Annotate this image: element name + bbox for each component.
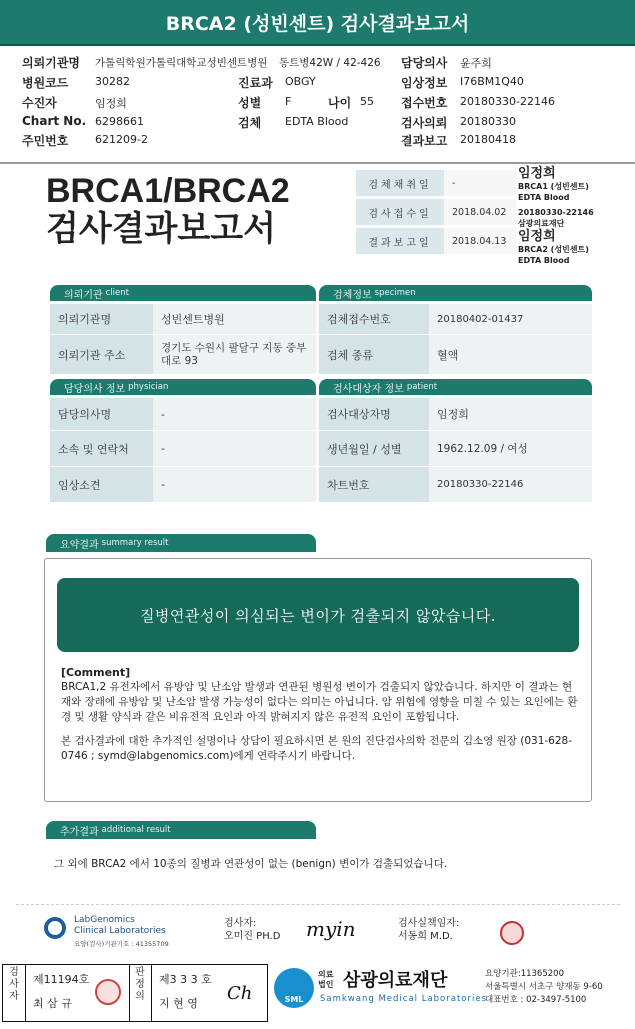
director-signature bbox=[398, 917, 459, 943]
client-table bbox=[50, 304, 316, 375]
patient-label: 수진자 bbox=[22, 96, 57, 110]
client-address-value: 경기도 수원시 팔달구 지동 중부대로 93 bbox=[153, 335, 316, 374]
additional-result-text: 그 외에 BRCA2 에서 10종의 질병과 연관성이 없는 (benign) 변이가 검출되었습니다. bbox=[54, 858, 448, 870]
stamp-line: BRCA1 (성빈센트) bbox=[518, 182, 589, 191]
director-seal-icon bbox=[500, 921, 524, 945]
sex-label: 성별 bbox=[238, 96, 262, 110]
status-label: 검사접수일 bbox=[356, 199, 444, 225]
tester-label: 검사자: bbox=[224, 918, 257, 929]
patient-value: 임정희 bbox=[95, 97, 127, 110]
divider bbox=[151, 965, 152, 1021]
department-label: 진료과 bbox=[238, 76, 273, 90]
tab-label-en: additional result bbox=[101, 825, 171, 835]
corp-name-en: Samkwang Medical Laboratories bbox=[320, 994, 488, 1004]
inspector-license: 제11194호 bbox=[33, 973, 90, 986]
birth-sex-value: 1962.12.09 / 여성 bbox=[429, 431, 592, 466]
corp-type: 의료법인 bbox=[318, 970, 334, 989]
footer bbox=[0, 962, 635, 1029]
reviewer-name: 지 현 영 bbox=[159, 997, 198, 1010]
summary-box bbox=[44, 558, 592, 802]
sex-value: F bbox=[285, 95, 292, 108]
tab-label: 요약결과 bbox=[60, 539, 99, 551]
clinical-opinion-label: 임상소견 bbox=[50, 467, 153, 502]
inspector-name: 최 삼 규 bbox=[33, 997, 72, 1010]
status-label: 결과보고일 bbox=[356, 228, 444, 254]
director-name: 서동희 M.D. bbox=[398, 931, 453, 942]
status-label: 검체채취일 bbox=[356, 170, 444, 196]
lab-code: 요양(검사)기관기호 : 41355709 bbox=[74, 940, 169, 948]
physician-section-tab bbox=[50, 379, 316, 395]
reviewer-sign-mark: Ch bbox=[227, 983, 253, 1004]
hospital-code-value: 30282 bbox=[95, 75, 130, 88]
report-header-title: BRCA2 (성빈센트) 검사결과보고서 bbox=[165, 12, 470, 35]
table-row bbox=[319, 335, 592, 375]
corp-address: 서울특별시 서초구 양재동 9-60 bbox=[485, 982, 603, 992]
report-date-label: 결과보고 bbox=[401, 134, 448, 148]
summary-headline: 질병연관성이 의심되는 변이가 검출되지 않았습니다. bbox=[57, 578, 579, 652]
divider bbox=[25, 965, 26, 1021]
table-row bbox=[50, 431, 316, 467]
signature-bar bbox=[16, 904, 620, 956]
report-date-value: 20180418 bbox=[460, 133, 516, 146]
table-row bbox=[50, 398, 316, 431]
lab-name bbox=[74, 915, 166, 937]
lab-name-line: LabGenomics bbox=[74, 915, 135, 925]
age-label: 나이 bbox=[328, 96, 352, 110]
table-row bbox=[50, 335, 316, 375]
stamp-line: 삼광의료재단 bbox=[518, 219, 565, 228]
affiliation-label: 소속 및 연락처 bbox=[50, 431, 153, 466]
signatory-box bbox=[2, 964, 268, 1022]
stamp-line: EDTA Blood bbox=[518, 256, 570, 265]
clinical-info-label: 임상정보 bbox=[401, 76, 448, 90]
divider bbox=[0, 162, 635, 164]
tester-signature bbox=[224, 917, 280, 943]
comment-paragraph: 본 검사결과에 대한 추가적인 설명이나 상담이 필요하시면 본 원의 진단검사의학 전문의 김소영 원장 (031-628-0746 ; symd@labgenomics.com)에게 연락주시기 바랍니다. bbox=[61, 735, 573, 762]
chart-number-label: 차트번호 bbox=[319, 467, 429, 502]
resident-no-label: 주민번호 bbox=[22, 134, 69, 148]
comment-title: [Comment] bbox=[61, 666, 131, 679]
tab-label-en: physician bbox=[128, 382, 169, 392]
clinical-info-value: I76BM1Q40 bbox=[460, 75, 524, 88]
report-document bbox=[16, 166, 620, 956]
labgenomics-logo-icon bbox=[44, 917, 66, 939]
physician-name-value: - bbox=[153, 398, 316, 430]
status-value: - bbox=[444, 170, 516, 196]
tester-name: 오미진 PH.D bbox=[224, 931, 281, 942]
specimen-no-value: 20180402-01437 bbox=[429, 304, 592, 334]
status-row bbox=[356, 170, 516, 196]
doctor-value: 윤주희 bbox=[460, 57, 492, 70]
receipt-no-value: 20180330-22146 bbox=[460, 95, 555, 108]
client-name-value: 가톨릭학원가톨릭대학교성빈센트병원 bbox=[95, 57, 268, 69]
table-row bbox=[319, 467, 592, 503]
patient-section-tab bbox=[319, 379, 592, 395]
tab-label-en: summary result bbox=[101, 538, 169, 548]
patient-table bbox=[319, 398, 592, 503]
client-section-tab bbox=[50, 285, 316, 301]
status-value: 2018.04.02 bbox=[444, 199, 516, 225]
age-value: 55 bbox=[360, 95, 374, 108]
specimen-no-label: 검체접수번호 bbox=[319, 304, 429, 334]
status-value: 2018.04.13 bbox=[444, 228, 516, 254]
additional-section-tab bbox=[46, 821, 316, 839]
stamp-line: EDTA Blood bbox=[518, 193, 570, 202]
tab-label-en: specimen bbox=[374, 288, 416, 298]
director-label: 검사실책임자: bbox=[398, 918, 460, 929]
inspector-label: 검사자 bbox=[9, 967, 19, 1002]
lab-name-line: Clinical Laboratories bbox=[74, 926, 166, 936]
report-subtitle: 검사결과보고서 bbox=[46, 210, 276, 248]
stamp-line: 20180330-22146 bbox=[518, 208, 594, 217]
table-row bbox=[50, 304, 316, 335]
affiliation-value: - bbox=[153, 431, 316, 466]
specimen-value: EDTA Blood bbox=[285, 115, 349, 128]
chart-number-value: 20180330-22146 bbox=[429, 467, 592, 502]
reviewer-license: 제3 3 3 호 bbox=[159, 973, 212, 986]
order-info bbox=[0, 50, 635, 154]
report-title: BRCA1/BRCA2 bbox=[46, 172, 290, 210]
ward-value: 동트병42W / 42-426 bbox=[279, 57, 381, 69]
chart-no-label: Chart No. bbox=[22, 114, 87, 128]
birth-sex-label: 생년월일 / 성별 bbox=[319, 431, 429, 466]
patient-name-value: 임정희 bbox=[429, 398, 592, 430]
chart-no-value: 6298661 bbox=[95, 115, 144, 128]
corp-name: 삼광의료재단 bbox=[343, 970, 448, 991]
tab-label: 검체정보 bbox=[333, 289, 372, 301]
resident-no-value: 621209-2 bbox=[95, 133, 148, 146]
corp-info bbox=[485, 968, 603, 1007]
specimen-section-tab bbox=[319, 285, 592, 301]
status-table bbox=[356, 170, 516, 257]
table-row bbox=[319, 398, 592, 431]
specimen-label-stamp bbox=[518, 166, 614, 266]
department-value: OBGY bbox=[285, 75, 316, 88]
stamp-name: 임정희 bbox=[518, 229, 556, 244]
tester-sign-mark: myin bbox=[306, 917, 356, 941]
table-row bbox=[319, 304, 592, 335]
client-name-label: 의뢰기관명 bbox=[22, 56, 80, 70]
sml-logo-icon: SML bbox=[274, 968, 314, 1008]
request-date-label: 검사의뢰 bbox=[401, 116, 448, 130]
corp-phone: 대표번호 : 02-3497-5100 bbox=[485, 995, 587, 1005]
status-row bbox=[356, 228, 516, 254]
physician-name-label: 담당의사명 bbox=[50, 398, 153, 430]
reviewer-label: 판정의 bbox=[135, 967, 145, 1002]
tab-label: 검사대상자 정보 bbox=[333, 383, 404, 395]
corp-code: 요양기관:11365200 bbox=[485, 969, 564, 979]
table-row bbox=[319, 431, 592, 467]
client-name-label: 의뢰기관명 bbox=[50, 304, 153, 334]
inspector-seal-icon bbox=[95, 979, 121, 1005]
doctor-label: 담당의사 bbox=[401, 56, 448, 70]
specimen-label: 검체 bbox=[238, 116, 262, 130]
patient-name-label: 검사대상자명 bbox=[319, 398, 429, 430]
client-name-value: 성빈센트병원 bbox=[153, 304, 316, 334]
specimen-table bbox=[319, 304, 592, 375]
client-address-label: 의뢰기관 주소 bbox=[50, 335, 153, 374]
comment-paragraph: BRCA1,2 유전자에서 유방암 및 난소암 발생과 연관된 병원성 변이가 검출되지 않았습니다. 하지만 이 결과는 현재와 장래에 유방암 및 난소암 발생 가능성이 없다는 의미는 아닙니다. 암 위험에 영향을 미칠 수 있는 요인에는 환경 및 생활 양식과 같은 비유전적 요인과 아직 밝혀지지 않은 유전적 요인이 포함됩니다. bbox=[61, 681, 578, 723]
physician-table bbox=[50, 398, 316, 503]
tab-label: 담당의사 정보 bbox=[64, 383, 126, 395]
tab-label-en: client bbox=[105, 288, 129, 298]
clinical-opinion-value: - bbox=[153, 467, 316, 502]
specimen-type-label: 검체 종류 bbox=[319, 335, 429, 374]
report-header bbox=[0, 0, 635, 46]
stamp-name: 임정희 bbox=[518, 166, 556, 181]
receipt-no-label: 접수번호 bbox=[401, 96, 448, 110]
tab-label: 의뢰기관 bbox=[64, 289, 103, 301]
summary-section-tab bbox=[46, 534, 316, 552]
specimen-type-value: 혈액 bbox=[429, 335, 592, 374]
summary-comment bbox=[61, 665, 581, 764]
request-date-value: 20180330 bbox=[460, 115, 516, 128]
divider bbox=[129, 965, 130, 1021]
stamp-line: BRCA2 (성빈센트) bbox=[518, 245, 589, 254]
table-row bbox=[50, 467, 316, 503]
hospital-code-label: 병원코드 bbox=[22, 76, 69, 90]
status-row bbox=[356, 199, 516, 225]
tab-label: 추가결과 bbox=[60, 826, 99, 838]
tab-label-en: patient bbox=[406, 382, 438, 392]
